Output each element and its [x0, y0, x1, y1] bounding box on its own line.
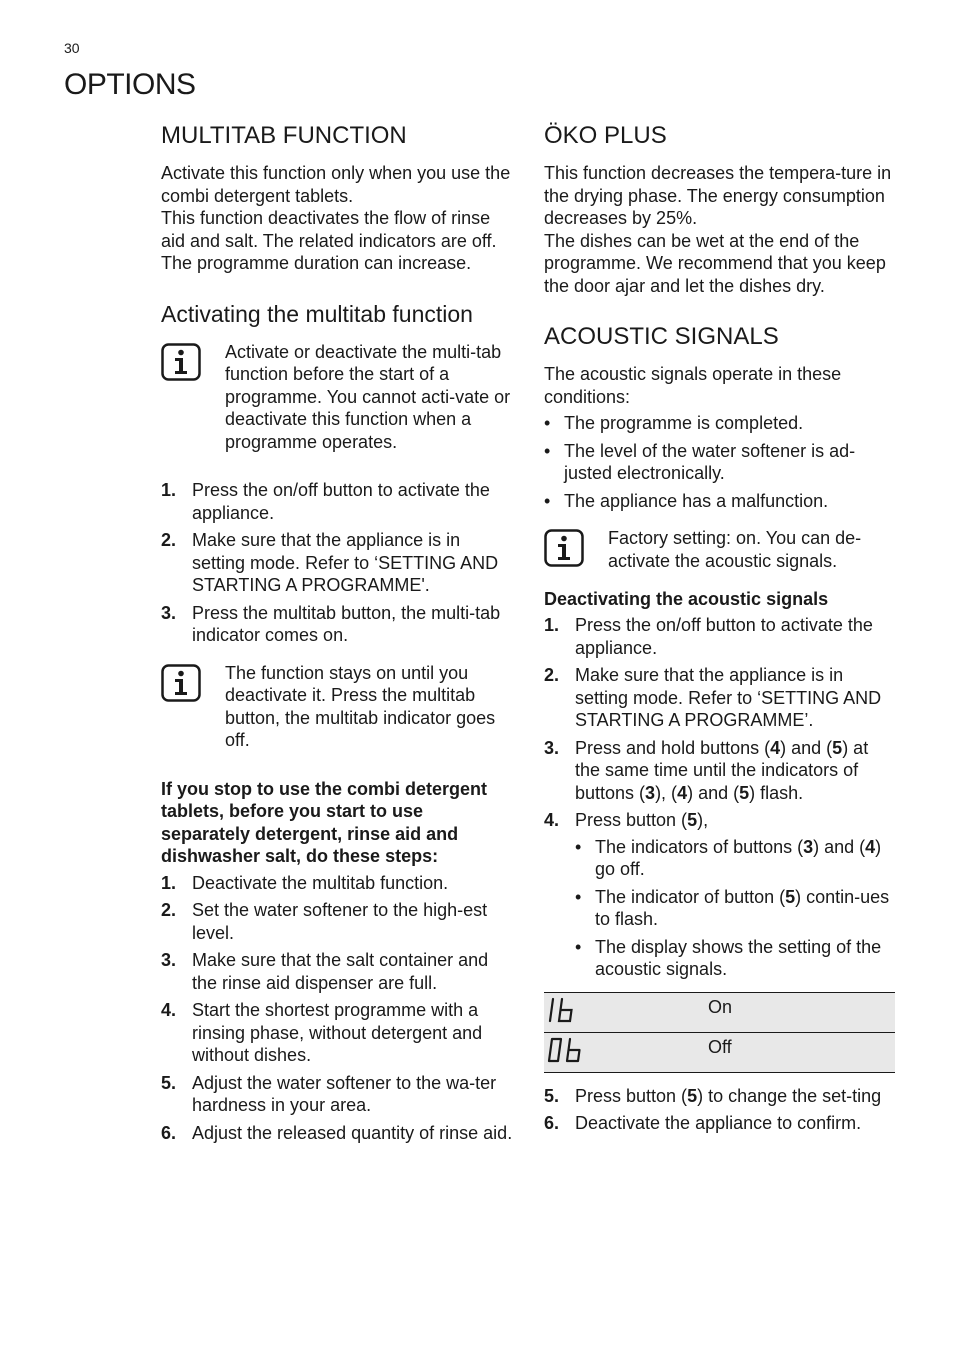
info-note — [161, 662, 513, 752]
info-note — [544, 527, 896, 572]
table-row — [544, 992, 895, 1032]
list-item: 2. Make sure that the appliance is in setting mode. Refer to ‘SETTING AND STARTING A PROGRAMME'. — [161, 530, 499, 595]
list-item: 4. Start the shortest programme with a rinsing phase, without detergent and without dishes. — [161, 1000, 483, 1065]
multitab-para-1: Activate this function only when you use the combi detergent tablets. — [161, 163, 511, 206]
list-item: • The indicator of button (5) contin-ues to flash. — [575, 886, 890, 929]
table-row — [544, 1032, 895, 1072]
list-item: 5. Press button (5) to change the set-ting — [544, 1085, 882, 1106]
multitab-para-3: The programme duration can increase. — [161, 253, 472, 273]
display-code-0b-glyph — [546, 1036, 586, 1064]
list-item: • The level of the water softener is ad-justed electronically. — [544, 440, 856, 483]
list-item: 1. Deactivate the multitab function. — [161, 872, 449, 893]
info-icon — [161, 662, 225, 752]
list-item: 5. Adjust the water softener to the wa-ter hardness in your area. — [161, 1072, 497, 1115]
info-note-text: The function stays on until you deactivate it. Press the multitab button, the multitab indicator goes off. — [225, 662, 496, 750]
display-code-0b — [544, 1032, 708, 1072]
stop-steps — [161, 872, 513, 1145]
info-note-text: Factory setting: on. You can de-activate the acoustic signals. — [608, 528, 862, 571]
list-item: 1. Press the on/off button to activate the appliance. — [161, 480, 490, 523]
list-item: 2. Set the water softener to the high-est level. — [161, 900, 488, 943]
left-column — [161, 120, 513, 1149]
table-cell: Off — [708, 1032, 895, 1072]
info-icon — [544, 527, 608, 572]
oko-para-2: The dishes can be wet at the end of the programme. We recommend that you keep the door ajar and let the dishes dry. — [544, 230, 886, 296]
deactivating-steps — [544, 614, 896, 986]
info-note-text: Activate or deactivate the multi-tab function before the start of a programme. You cannot acti-vate or deactivate this function when a programme operates. — [225, 341, 511, 452]
list-item: 4. Press button (5), • The indicators of buttons (3) and (4) go off. • The indicator of button (5) contin-ues to flash. • The display shows the setting of the acoustic signals. — [544, 809, 896, 986]
display-code-1b-glyph — [546, 996, 576, 1024]
display-code-1b — [544, 992, 708, 1032]
list-item: 2. Make sure that the appliance is in setting mode. Refer to ‘SETTING AND STARTING A PROGRAMME’. — [544, 665, 882, 730]
oko-heading: ÖKO PLUS — [544, 122, 667, 149]
activating-heading: Activating the multitab function — [161, 300, 473, 327]
deactivating-heading: Deactivating the acoustic signals — [544, 589, 829, 609]
list-item: • The display shows the setting of the acoustic signals. — [575, 936, 882, 979]
deactivating-steps-continued — [544, 1085, 896, 1135]
info-icon — [161, 341, 225, 454]
sub-bullets — [575, 836, 896, 981]
page-number: 30 — [64, 40, 80, 56]
acoustic-conditions — [544, 412, 896, 512]
acoustic-settings-table — [544, 992, 895, 1073]
list-item: 1. Press the on/off button to activate the appliance. — [544, 615, 873, 658]
right-column — [544, 120, 896, 1140]
info-note — [161, 341, 513, 454]
list-item: 6. Deactivate the appliance to confirm. — [544, 1113, 862, 1133]
page-title: OPTIONS — [64, 68, 196, 101]
activating-steps — [161, 479, 513, 647]
list-item: • The programme is completed. — [544, 413, 804, 433]
oko-para-1: This function decreases the tempera-ture in the drying phase. The energy consumption decreases by 25%. — [544, 163, 892, 228]
acoustic-intro: The acoustic signals operate in these conditions: — [544, 364, 842, 407]
multitab-para-2: This function deactivates the flow of rinse aid and salt. The related indicators are off. — [161, 208, 497, 251]
stop-intro: If you stop to use the combi detergent tablets, before you start to use separately detergent, rinse aid and dishwasher salt, do these steps: — [161, 778, 488, 866]
acoustic-heading: ACOUSTIC SIGNALS — [544, 323, 779, 350]
list-item: 6. Adjust the released quantity of rinse aid. — [161, 1122, 513, 1143]
multitab-heading: MULTITAB FUNCTION — [161, 122, 407, 149]
list-item: • The appliance has a malfunction. — [544, 490, 829, 511]
list-item: 3. Make sure that the salt container and the rinse aid dispenser are full. — [161, 950, 489, 993]
table-cell: On — [708, 992, 895, 1032]
list-item: • The indicators of buttons (3) and (4) go off. — [575, 836, 882, 879]
list-item: 3. Press and hold buttons (4) and (5) at the same time until the indicators of buttons (3), (4) and (5) flash. — [544, 737, 869, 803]
list-item: 3. Press the multitab button, the multi-tab indicator comes on. — [161, 602, 501, 645]
